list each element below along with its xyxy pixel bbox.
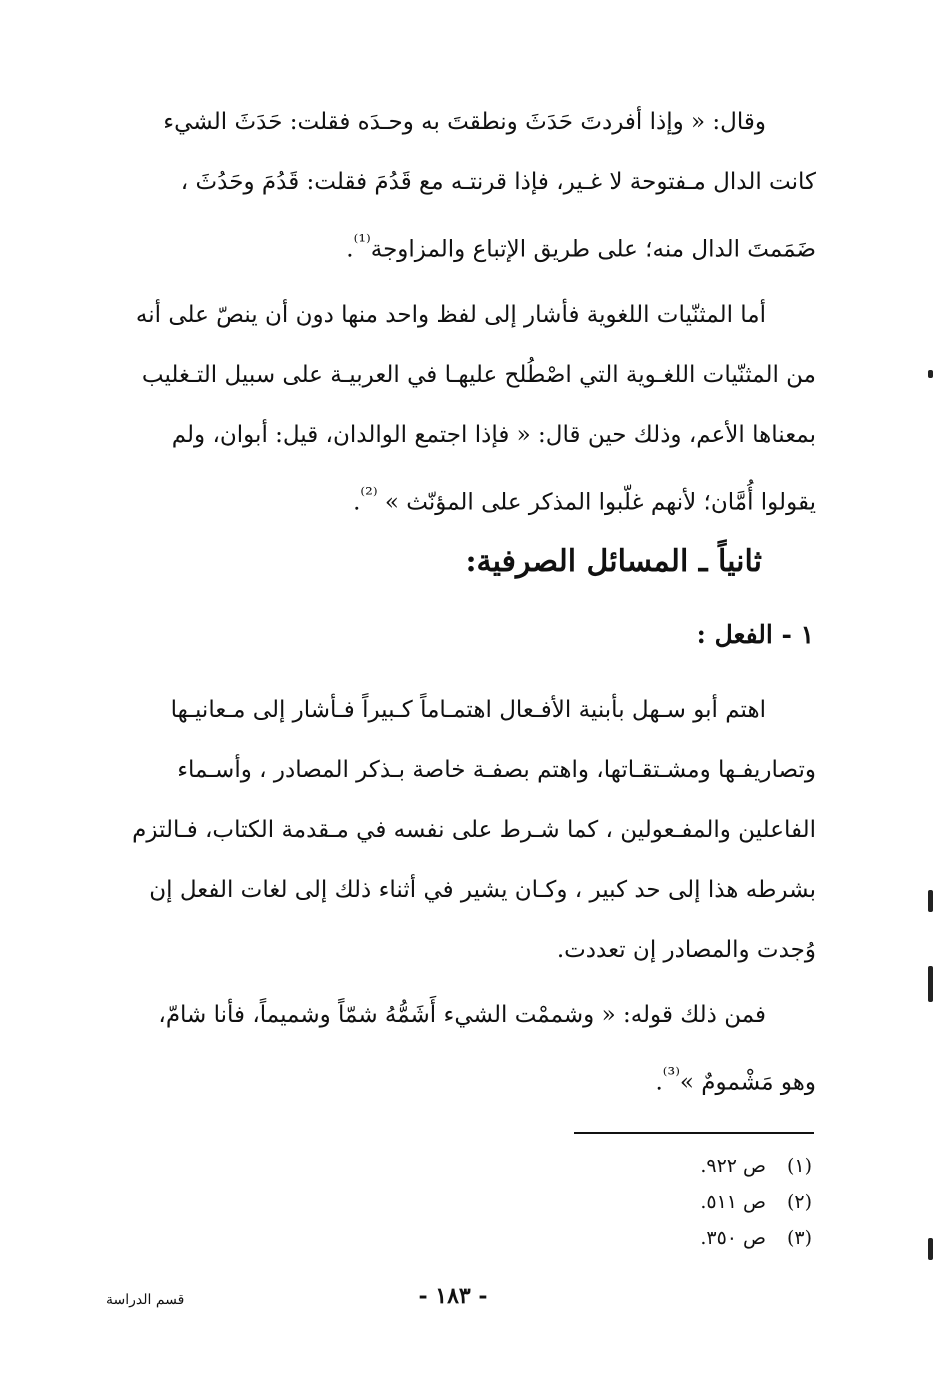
paragraph-line: من المثنّيات اللغـوية التي اصْطُلح عليهـا في العربيـة على سبيل التـغليب [141,362,816,388]
scan-edge-mark [928,890,933,912]
paragraph-4 [110,985,816,1105]
page-number: - ١٨٣ - [418,1283,488,1309]
paragraph-line: وقال: « وإذا أفردتَ حَدَثَ ونطقتَ به وحـدَه فقلت: حَدَثَ الشيء [163,109,766,135]
footnote-text: ص ٣٥٠. [700,1227,766,1249]
paragraph-line-text: يقولوا أُمَّان؛ لأنهم غلّبوا المذكر على المؤنّث » [384,489,816,516]
paragraph-line: كانت الدال مـفتوحة لا غـير، فإذا قرنتـه مع قَدُمَ فقلت: قَدُمَ وحَدُثَ ، [180,169,816,195]
footnote-ref: ⁽³⁾ [662,1063,680,1086]
paragraph-2 [110,285,816,525]
footnote-number: (٢) [786,1191,812,1213]
sentence-end: . [655,1069,663,1096]
section-heading: ثانياً ـ المسائل الصرفية: [465,544,762,579]
paragraph-line: بمعناها الأعم، وذلك حين قال: « فإذا اجتمع الوالدان، قيل: أبوان، ولم [171,422,816,448]
paragraph-line [110,212,816,272]
scan-edge-mark [928,1238,933,1260]
paragraph-line: اهتم أبو سـهل بأبنية الأفـعال اهتمـاماً كـبيراً فـأشار إلى مـعانيـها [170,697,766,723]
paragraph-line: بشرطه هذا إلى حد كبير ، وكـان يشير في أثناء ذلك إلى لغات الفعل إن [149,877,816,903]
footnote-item [700,1148,812,1184]
footnote-number: (١) [786,1155,812,1177]
paragraph-line [110,465,816,525]
sentence-end: . [353,489,361,516]
scan-edge-mark [928,370,933,378]
footnote-item [700,1220,812,1256]
footnotes [700,1148,812,1256]
footnote-text: ص ٥١١. [700,1191,766,1213]
paragraph-line: وُجدت والمصادر إن تعددت. [556,937,816,963]
sentence-end: . [346,236,354,263]
footnote-ref: ⁽²⁾ [360,483,378,506]
footnote-divider [574,1132,814,1134]
subsection-heading: ١ - الفعل : [696,620,814,649]
paragraph-line: فمن ذلك قوله: « وشممْت الشيء أَشَمُّهُ شمّاً وشميماً، فأنا شامّ، [158,1002,766,1028]
footnote-number: (٣) [786,1227,812,1249]
footnote-text: ص ٩٢٢. [700,1155,766,1177]
paragraph-line [110,1045,816,1105]
paragraph-3 [110,680,816,980]
scan-edge-mark [928,966,933,1002]
paragraph-line-text: ضَمَمتَ الدال منه؛ على طريق الإتباع والمزاوجة [370,236,816,263]
running-footer-label: قسم الدراسة [106,1292,185,1308]
paragraph-1 [110,92,816,272]
paragraph-line: وتصاريفـها ومشـتقـاتها، واهتم بصفـة خاصة بـذكر المصادر ، وأسـماء [177,757,816,783]
paragraph-line-text: وهو مَشْمومٌ » [679,1069,816,1096]
footnote-ref: ⁽¹⁾ [353,230,371,253]
footnote-item [700,1184,812,1220]
paragraph-line: الفاعلين والمفـعولين ، كما شـرط على نفسه في مـقدمة الكتاب، فـالتزم [132,817,816,843]
paragraph-line: أما المثنّيات اللغوية فأشار إلى لفظ واحد منها دون أن ينصّ على أنه [135,302,766,328]
